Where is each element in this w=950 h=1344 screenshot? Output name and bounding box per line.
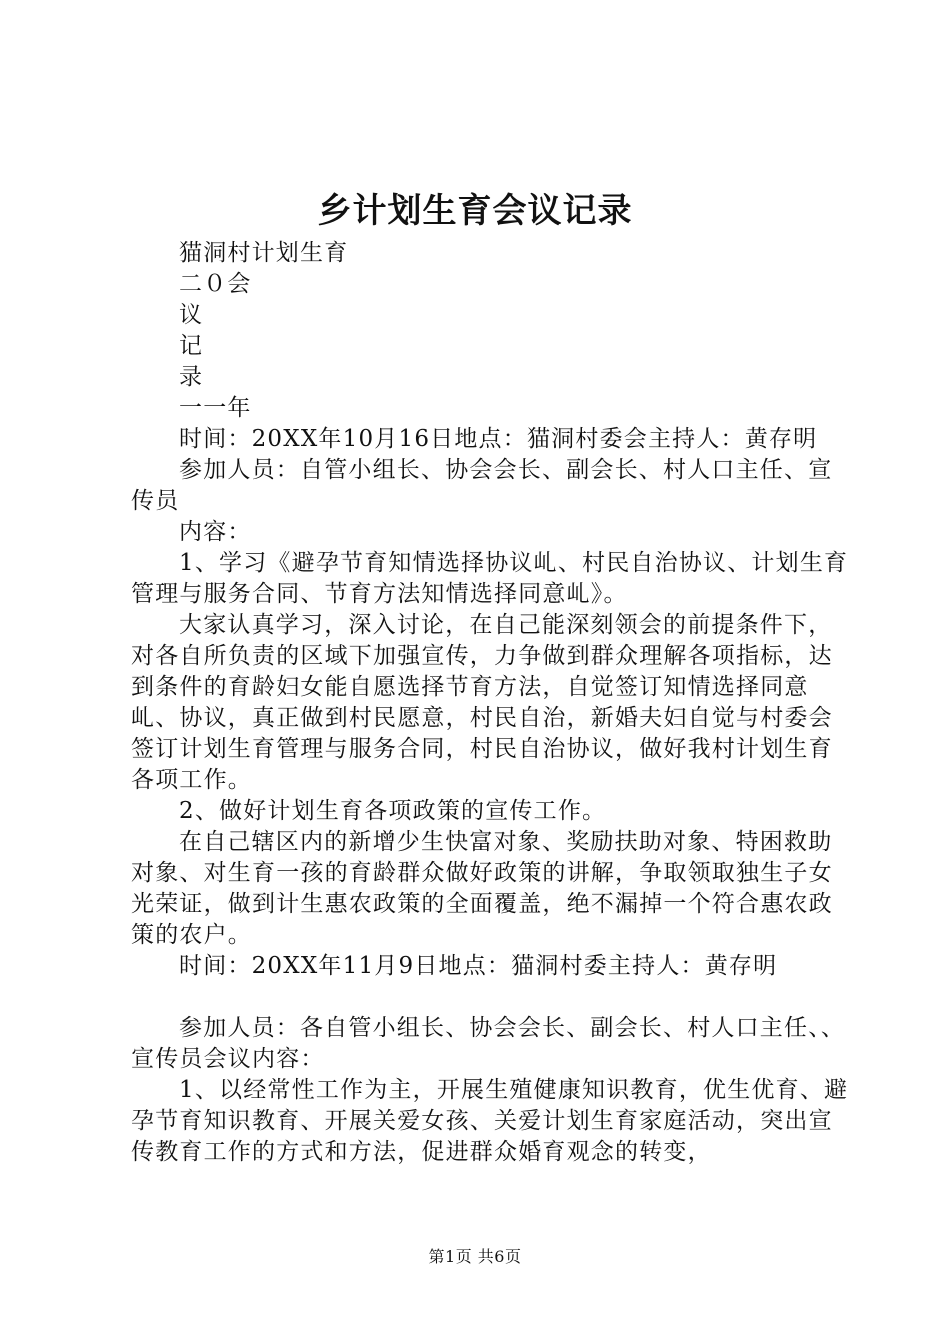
header-line: 录: [179, 364, 204, 390]
meeting-info: 时间：20XX年11月9日地点：猫洞村委主持人：黄存明: [179, 953, 778, 979]
content-label: 内容：: [179, 519, 252, 545]
agenda-item: 1、学习《避孕节育知情选择协议乢、村民自治协议、计划生育管理与服务合同、节育方法知情选择同意乢》。: [131, 550, 849, 607]
meeting-info: 时间：20XX年10月16日地点：猫洞村委会主持人：黄存明: [179, 426, 818, 452]
paragraph: 在自己辖区内的新增少生快富对象、奖励扶助对象、特困救助对象、对生育一孩的育龄群众做好政策的讲解，争取领取独生子女光荣证，做到计生惠农政策的全面覆盖，绝不漏掉一个符合惠农政策的农户。: [131, 829, 833, 948]
header-line: 猫洞村计划生育: [179, 240, 349, 266]
page-number-footer: 第1页 共6页: [428, 1247, 522, 1266]
attendees: 参加人员：自管小组长、协会会长、副会长、村人口主任、宣传员: [131, 457, 833, 514]
agenda-item: 2、做好计划生育各项政策的宣传工作。: [179, 798, 607, 824]
paragraph: 大家认真学习，深入讨论，在自己能深刻领会的前提条件下，对各自所负责的区域下加强宣传，力争做到群众理解各项指标，达到条件的育龄妇女能自愿选择节育方法，自觉签订知情选择同意乢、协议，真正做到村民愿意，村民自治，新婚夫妇自觉与村委会签订计划生育管理与服务合同，村民自治协议，做好我村计划生育各项工作。: [131, 612, 833, 793]
document-title: 乡计划生育会议记录: [317, 191, 633, 231]
agenda-item: 1、以经常性工作为主，开展生殖健康知识教育，优生优育、避孕节育知识教育、开展关爱女孩、关爱计划生育家庭活动，突出宣传教育工作的方式和方法，促进群众婚育观念的转变，: [131, 1077, 849, 1165]
header-line: 一一年: [179, 395, 252, 421]
header-line: 记: [179, 333, 204, 359]
header-line: 议: [179, 302, 204, 328]
spacer: [131, 982, 851, 1013]
header-line: 二０会: [179, 271, 252, 297]
attendees: 参加人员：各自管小组长、协会会长、副会长、村人口主任、、宣传员会议内容：: [131, 1015, 846, 1072]
document-body: [131, 238, 851, 1168]
